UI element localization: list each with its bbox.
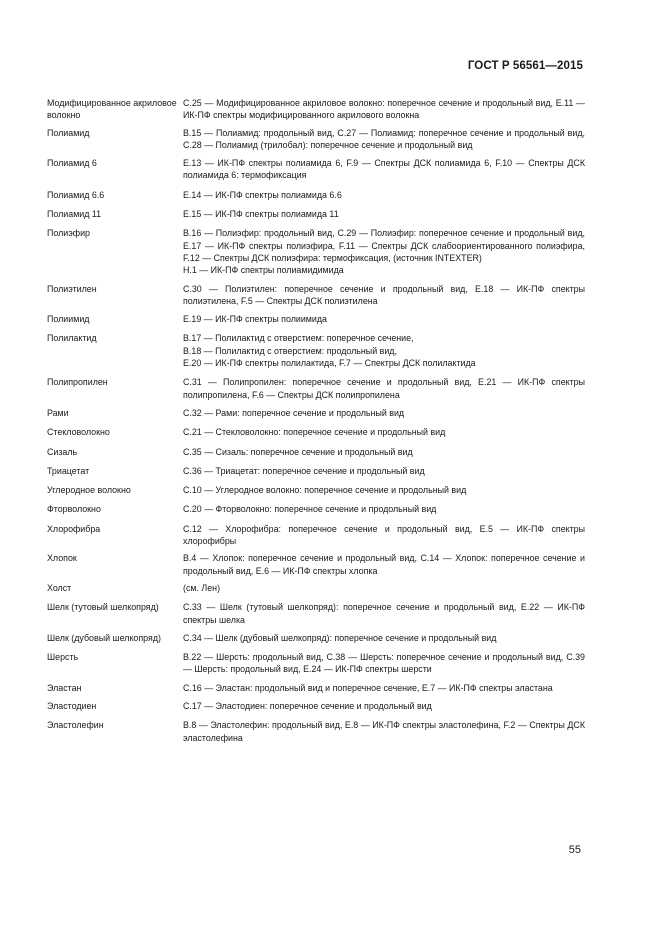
index-entry — [47, 157, 585, 182]
reference-line: B.17 — Полилактид с отверстием: поперечное сечение, — [183, 333, 414, 344]
reference-line: B.8 — Эластолефин: продольный вид, E.8 — ИК-ПФ спектры эластолефина, F.2 — Спектры ДСК эластолефина — [183, 720, 585, 743]
index-entry — [47, 376, 585, 401]
reference-line: C.35 — Сизаль: поперечное сечение и продольный вид — [183, 446, 413, 457]
reference-line: B.18 — Полилактид с отверстием: продольный вид, — [183, 345, 397, 356]
index-entry — [47, 484, 585, 496]
index-entry — [47, 651, 585, 676]
index-term: Триацетат — [47, 465, 90, 476]
index-references — [183, 376, 585, 401]
index-term: Шелк (дубовый шелкопряд) — [47, 632, 161, 643]
index-references — [183, 651, 585, 676]
index-term: Полиамид 6 — [47, 158, 97, 169]
index-references — [183, 632, 585, 644]
index-term: Углеродное волокно — [47, 485, 131, 496]
index-references — [183, 157, 585, 182]
index-entry — [47, 208, 585, 220]
index-references — [183, 582, 585, 594]
index-references — [183, 446, 585, 458]
fiber-index-list — [47, 97, 585, 744]
reference-line: C.34 — Шелк (дубовый шелкопряд): поперечное сечение и продольный вид — [183, 632, 497, 643]
index-term: Полиэтилен — [47, 283, 97, 294]
index-references — [183, 465, 585, 477]
index-references — [183, 426, 585, 438]
index-references — [183, 407, 585, 419]
reference-line: B.16 — Полиэфир: продольный вид, C.29 — Полиэфир: поперечное сечение и продольный вид, E.17 — ИК-ПФ спектры полиэфира, F.11 — Спектры ДСК слабоориентированного полиэфира, F.12 — Спектры ДСК полиэфира: термофиксация, (источник INTEXTER) — [183, 228, 585, 263]
reference-line: (см. Лен) — [183, 582, 221, 593]
index-references — [183, 127, 585, 152]
index-entry — [47, 313, 585, 325]
index-references — [183, 97, 585, 122]
index-term: Полиамид — [47, 127, 90, 138]
index-references — [183, 313, 585, 325]
index-term: Эластан — [47, 682, 82, 693]
index-term: Шелк (тутовый шелкопряд) — [47, 602, 159, 613]
reference-line: E.14 — ИК-ПФ спектры полиамида 6.6 — [183, 189, 342, 200]
index-entry — [47, 426, 585, 438]
reference-line: C.12 — Хлорофибра: поперечное сечение и продольный вид, E.5 — ИК-ПФ спектры хлорофибры — [183, 523, 585, 547]
index-term: Холст — [47, 582, 72, 593]
reference-line: C.30 — Полиэтилен: поперечное сечение и продольный вид, E.18 — ИК-ПФ спектры полиэтилена, F.5 — Спектры ДСК полиэтилена — [183, 283, 585, 306]
reference-line: C.32 — Рами: поперечное сечение и продольный вид — [183, 407, 405, 418]
reference-line: C.20 — Фторволокно: поперечное сечение и продольный вид — [183, 504, 437, 515]
index-term: Полиэфир — [47, 228, 90, 239]
index-references — [183, 283, 585, 308]
reference-line: E.13 — ИК-ПФ спектры полиамида 6, F.9 — Спектры ДСК полиамида 6, F.10 — Спектры ДСК полиамида 6: термофиксация — [183, 158, 585, 181]
index-term: Сизаль — [47, 446, 78, 457]
index-entry — [47, 682, 585, 694]
reference-line: C.33 — Шелк (тутовый шелкопряд): поперечное сечение и продольный вид, E.22 — ИК-ПФ спектры шелка — [183, 602, 585, 625]
index-entry — [47, 552, 585, 577]
index-term: Полиамид 11 — [47, 209, 102, 220]
index-references — [183, 682, 585, 694]
index-entry — [47, 332, 585, 369]
index-term: Шерсть — [47, 652, 79, 663]
index-entry — [47, 283, 585, 308]
reference-line: B.4 — Хлопок: поперечное сечение и продольный вид, C.14 — Хлопок: поперечное сечение и продольный вид, E.6 — ИК-ПФ спектры хлопка — [183, 553, 585, 576]
index-entry — [47, 189, 585, 201]
index-term: Полилактид — [47, 333, 97, 344]
index-term: Полиамид 6.6 — [47, 189, 105, 200]
index-entry — [47, 719, 585, 744]
index-term: Стекловолокно — [47, 427, 110, 438]
standard-designation: ГОСТ Р 56561—2015 — [467, 60, 583, 72]
index-references — [183, 503, 585, 515]
index-term: Полиимид — [47, 314, 90, 325]
reference-line: C.25 — Модифицированное акриловое волокно: поперечное сечение и продольный вид, E.11 — ИК-ПФ спектры модифицированного акрилового волокна — [183, 98, 585, 121]
index-term: Модифицированное акриловое волокно — [47, 98, 177, 121]
index-references — [183, 523, 585, 548]
index-entry — [47, 601, 585, 626]
index-term: Полипропилен — [47, 377, 108, 388]
reference-line: H.1 — ИК-ПФ спектры полиамидимида — [183, 265, 344, 276]
index-references — [183, 484, 585, 496]
index-term: Фторволокно — [47, 504, 101, 515]
reference-line: B.15 — Полиамид: продольный вид, C.27 — Полиамид: поперечное сечение и продольный вид, C.28 — Полиамид (трилобал): поперечное сечение и продольный вид — [183, 127, 585, 150]
index-references — [183, 700, 585, 712]
reference-line: E.15 — ИК-ПФ спектры полиамида 11 — [183, 209, 339, 220]
index-references — [183, 332, 585, 369]
index-entry — [47, 523, 585, 548]
index-entry — [47, 407, 585, 419]
reference-line: E.19 — ИК-ПФ спектры полиимида — [183, 314, 327, 325]
page-number: 55 — [568, 844, 581, 856]
index-entry — [47, 97, 585, 122]
index-entry — [47, 446, 585, 458]
index-entry — [47, 127, 585, 152]
index-entry — [47, 503, 585, 515]
index-references — [183, 601, 585, 626]
reference-line: C.21 — Стекловолокно: поперечное сечение и продольный вид — [183, 427, 446, 438]
index-entry — [47, 632, 585, 644]
index-references — [183, 227, 585, 276]
index-term: Хлорофибра — [47, 523, 101, 534]
index-references — [183, 552, 585, 577]
index-references — [183, 208, 585, 220]
reference-line: B.22 — Шерсть: продольный вид, C.38 — Шерсть: поперечное сечение и продольный вид, C.39 — Шерсть: продольный вид, E.24 — ИК-ПФ спектры шерсти — [183, 652, 585, 675]
index-references — [183, 719, 585, 744]
index-entry — [47, 227, 585, 276]
index-term: Эластодиен — [47, 700, 97, 711]
reference-line: C.10 — Углеродное волокно: поперечное сечение и продольный вид — [183, 485, 467, 496]
index-entry — [47, 582, 585, 594]
index-term: Хлопок — [47, 553, 77, 564]
index-references — [183, 189, 585, 201]
reference-line: E.20 — ИК-ПФ спектры полилактида, F.7 — Спектры ДСК полилактида — [183, 358, 476, 369]
index-entry — [47, 465, 585, 477]
index-term: Эластолефин — [47, 720, 104, 731]
reference-line: C.36 — Триацетат: поперечное сечение и продольный вид — [183, 465, 425, 476]
reference-line: C.16 — Эластан: продольный вид и поперечное сечение, E.7 — ИК-ПФ спектры эластана — [183, 682, 553, 693]
index-entry — [47, 700, 585, 712]
reference-line: C.31 — Полипропилен: поперечное сечение и продольный вид, E.21 — ИК-ПФ спектры полипропилена, F.6 — Спектры ДСК полипропилена — [183, 377, 585, 400]
reference-line: C.17 — Эластодиен: поперечное сечение и продольный вид — [183, 700, 432, 711]
index-term: Рами — [47, 407, 69, 418]
